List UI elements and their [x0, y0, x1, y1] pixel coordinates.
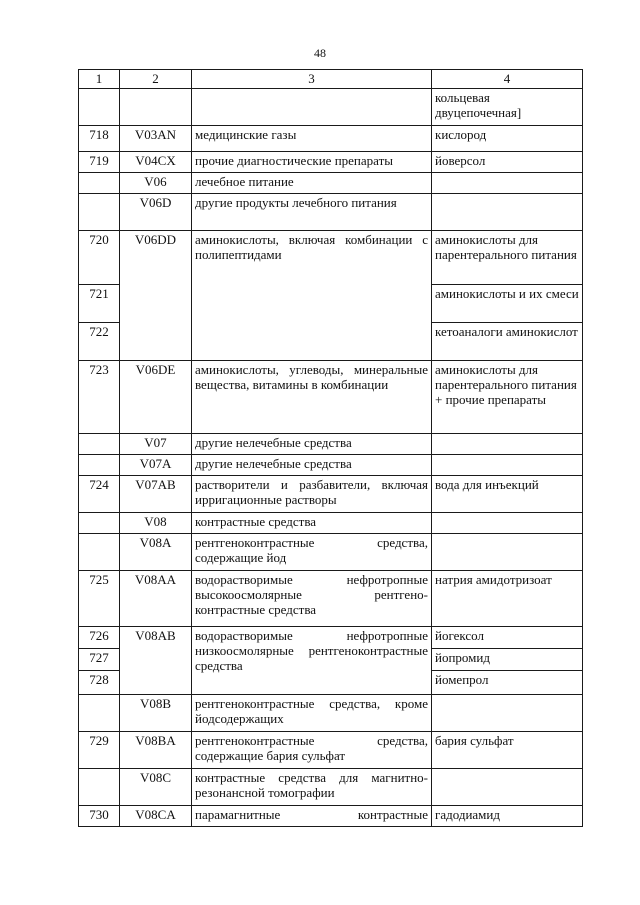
cell-number: 720 — [79, 231, 120, 285]
cell-group-name: аминокислоты, углеводы, минеральные вещества, витамины в комбинации — [192, 361, 432, 434]
table-row — [79, 152, 583, 173]
cell-number — [79, 534, 120, 571]
cell-atc-code: V03AN — [120, 126, 192, 152]
table-row — [79, 455, 583, 476]
cell-group-name: растворители и разбавители, включая ирригационные растворы — [192, 476, 432, 513]
cell-atc-code: V06 — [120, 173, 192, 194]
cell-number — [79, 89, 120, 126]
cell-number: 721 — [79, 285, 120, 323]
table-row — [79, 126, 583, 152]
cell-atc-code: V08B — [120, 695, 192, 732]
header-col-2: 2 — [120, 70, 192, 89]
cell-number — [79, 194, 120, 231]
table-row — [79, 806, 583, 827]
cell-drug-name: вода для инъекций — [432, 476, 583, 513]
cell-drug-name — [432, 534, 583, 571]
drug-classification-table — [78, 69, 583, 827]
cell-number: 729 — [79, 732, 120, 769]
cell-drug-name: кислород — [432, 126, 583, 152]
cell-number — [79, 513, 120, 534]
cell-drug-name — [432, 695, 583, 732]
table-row — [79, 231, 583, 285]
cell-atc-code: V08BA — [120, 732, 192, 769]
cell-atc-code: V08A — [120, 534, 192, 571]
cell-atc-code: V07A — [120, 455, 192, 476]
cell-atc-code — [120, 89, 192, 126]
cell-group-name: водорастворимые нефротропные высокоосмолярные рентгено-контрастные средства — [192, 571, 432, 627]
table-row — [79, 732, 583, 769]
cell-group-name: рентгеноконтрастные средства, содержащие бария сульфат — [192, 732, 432, 769]
cell-atc-code: V07AB — [120, 476, 192, 513]
table-row — [79, 534, 583, 571]
header-col-4: 4 — [432, 70, 583, 89]
cell-drug-name — [432, 455, 583, 476]
cell-group-name: контрастные средства для магнитно-резонансной томографии — [192, 769, 432, 806]
cell-number: 727 — [79, 649, 120, 671]
cell-group-name: другие нелечебные средства — [192, 434, 432, 455]
cell-atc-code: V04CX — [120, 152, 192, 173]
cell-number: 722 — [79, 323, 120, 361]
cell-group-name: парамагнитные контрастные — [192, 806, 432, 827]
cell-drug-name: гадодиамид — [432, 806, 583, 827]
cell-number: 718 — [79, 126, 120, 152]
cell-number — [79, 455, 120, 476]
cell-drug-name: кетоаналоги аминокислот — [432, 323, 583, 361]
cell-group-name: рентгеноконтрастные средства, кроме йодсодержащих — [192, 695, 432, 732]
table-row — [79, 769, 583, 806]
cell-number: 725 — [79, 571, 120, 627]
cell-group-name: медицинские газы — [192, 126, 432, 152]
cell-group-name: другие продукты лечебного питания — [192, 194, 432, 231]
table-row — [79, 361, 583, 434]
cell-drug-name — [432, 434, 583, 455]
cell-atc-code: V06D — [120, 194, 192, 231]
table-row — [79, 571, 583, 627]
cell-atc-code: V08 — [120, 513, 192, 534]
table-row — [79, 89, 583, 126]
cell-drug-name: йопромид — [432, 649, 583, 671]
cell-number — [79, 173, 120, 194]
cell-drug-name: аминокислоты для парентерального питания — [432, 231, 583, 285]
table-row — [79, 434, 583, 455]
page-number: 48 — [314, 46, 326, 60]
cell-drug-name: кольцевая двуцепочечная] — [432, 89, 583, 126]
table-row — [79, 173, 583, 194]
cell-drug-name: натрия амидотризоат — [432, 571, 583, 627]
table-header-row — [79, 70, 583, 89]
cell-number: 726 — [79, 627, 120, 649]
cell-drug-name — [432, 173, 583, 194]
table-row — [79, 476, 583, 513]
cell-drug-name: аминокислоты и их смеси — [432, 285, 583, 323]
cell-group-name: прочие диагностические препараты — [192, 152, 432, 173]
cell-group-name: контрастные средства — [192, 513, 432, 534]
cell-group-name: рентгеноконтрастные средства, содержащие йод — [192, 534, 432, 571]
cell-drug-name — [432, 194, 583, 231]
header-col-3: 3 — [192, 70, 432, 89]
cell-group-name: лечебное питание — [192, 173, 432, 194]
cell-number: 724 — [79, 476, 120, 513]
table-row — [79, 513, 583, 534]
table-row — [79, 194, 583, 231]
cell-drug-name — [432, 769, 583, 806]
cell-atc-code: V06DD — [120, 231, 192, 361]
cell-drug-name: бария сульфат — [432, 732, 583, 769]
cell-number: 719 — [79, 152, 120, 173]
table-row — [79, 695, 583, 732]
cell-drug-name: йоверсол — [432, 152, 583, 173]
cell-number — [79, 695, 120, 732]
cell-atc-code: V06DE — [120, 361, 192, 434]
cell-atc-code: V08CA — [120, 806, 192, 827]
cell-number — [79, 769, 120, 806]
cell-number — [79, 434, 120, 455]
cell-group-name: аминокислоты, включая комбинации с полипептидами — [192, 231, 432, 361]
table-row — [79, 627, 583, 649]
cell-number: 723 — [79, 361, 120, 434]
cell-group-name: водорастворимые нефротропные низкоосмолярные рентгеноконтрастные средства — [192, 627, 432, 695]
cell-drug-name: йогексол — [432, 627, 583, 649]
cell-atc-code: V07 — [120, 434, 192, 455]
cell-group-name — [192, 89, 432, 126]
cell-number: 728 — [79, 671, 120, 695]
cell-atc-code: V08AB — [120, 627, 192, 695]
cell-drug-name: йомепрол — [432, 671, 583, 695]
cell-atc-code: V08AA — [120, 571, 192, 627]
cell-number: 730 — [79, 806, 120, 827]
cell-drug-name: аминокислоты для парентерального питания + прочие препараты — [432, 361, 583, 434]
cell-drug-name — [432, 513, 583, 534]
cell-group-name: другие нелечебные средства — [192, 455, 432, 476]
cell-atc-code: V08C — [120, 769, 192, 806]
header-col-1: 1 — [79, 70, 120, 89]
